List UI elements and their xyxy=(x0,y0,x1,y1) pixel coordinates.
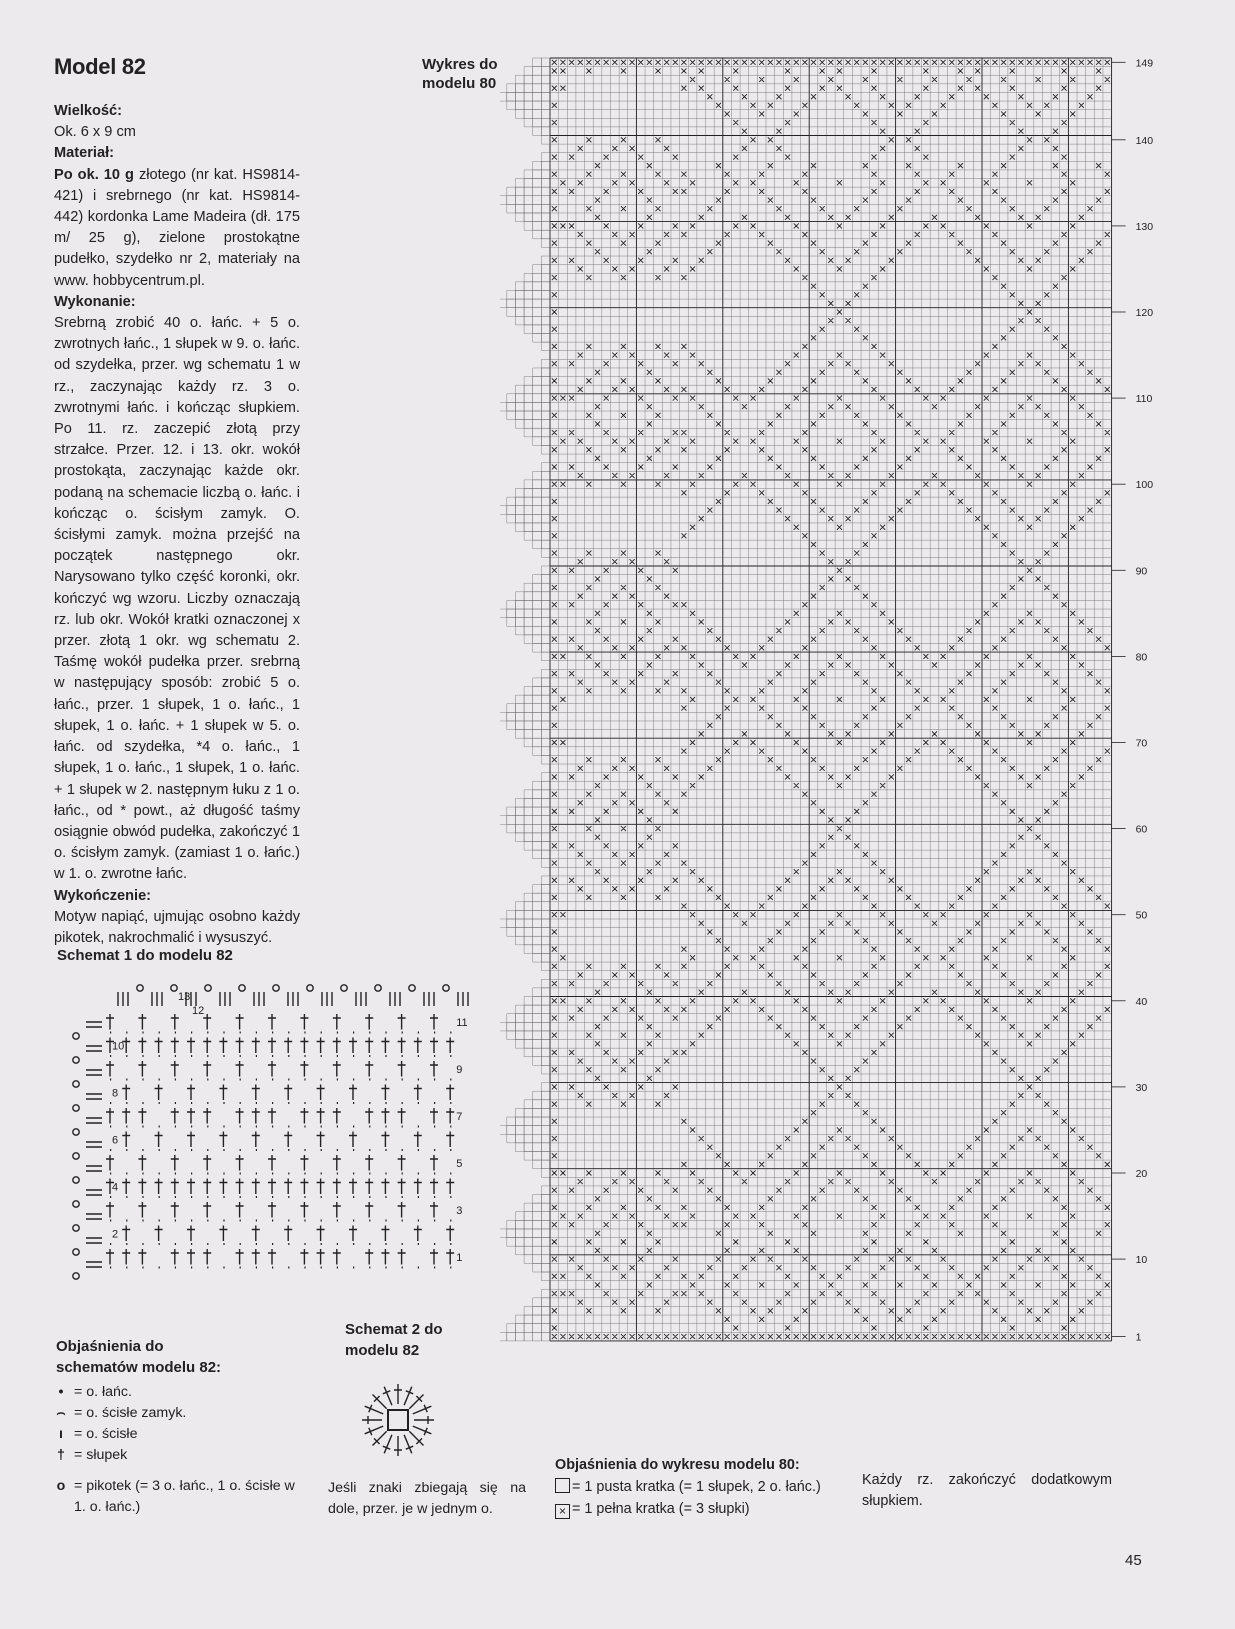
picot-mark xyxy=(307,985,313,991)
legend82-text: = słupek xyxy=(74,1447,128,1463)
row-label: 60 xyxy=(1135,823,1148,836)
legend80-empty-text: = 1 pusta kratka (= 1 słupek, 2 o. łańc.) xyxy=(572,1479,821,1495)
round-number: 13 xyxy=(178,991,191,1003)
row-label: 80 xyxy=(1135,651,1148,664)
row-label: 140 xyxy=(1135,134,1154,147)
center-square xyxy=(388,1410,408,1430)
work-heading: Wykonanie: xyxy=(54,293,136,310)
legend82-title-line2: schematów modelu 82: xyxy=(56,1359,222,1376)
page-title: Model 82 xyxy=(54,54,146,79)
legend80-full-text: = 1 pełna kratka (= 3 słupki) xyxy=(572,1501,750,1517)
row-label: 50 xyxy=(1135,909,1148,922)
filet-chart xyxy=(500,50,1200,1400)
picot-mark xyxy=(73,1129,79,1135)
row-label: 90 xyxy=(1135,565,1148,578)
row-label: 130 xyxy=(1135,220,1154,233)
row-label: 100 xyxy=(1135,479,1154,492)
row-label: 120 xyxy=(1135,306,1154,319)
row-label: 30 xyxy=(1135,1081,1148,1094)
schemat1-diagram xyxy=(58,972,470,1302)
legend82-item xyxy=(54,1382,304,1403)
row-number: 6 xyxy=(112,1134,119,1147)
legend80-empty xyxy=(555,1476,821,1498)
picot-mark xyxy=(73,1153,79,1159)
radiating-stitches xyxy=(362,1384,434,1456)
page-number: 45 xyxy=(1125,1552,1142,1569)
chart-title-line1: Wykres do xyxy=(422,56,498,73)
filled-cell-icon: × xyxy=(555,1504,570,1519)
picot-mark xyxy=(375,985,381,991)
material-heading: Materiał: xyxy=(54,145,115,162)
row-label: 20 xyxy=(1135,1167,1148,1180)
legend80 xyxy=(555,1454,821,1520)
legend82-item xyxy=(54,1403,304,1424)
row-label: 1 xyxy=(1135,1331,1142,1344)
picot-mark xyxy=(73,1177,79,1183)
schemat2-title xyxy=(345,1319,443,1361)
picot-mark xyxy=(273,985,279,991)
row-number: 9 xyxy=(456,1064,463,1076)
row-number: 10 xyxy=(112,1040,125,1053)
picot-mark xyxy=(73,1105,79,1111)
stitch-marks xyxy=(106,1014,454,1265)
schemat2-note: Jeśli znaki zbiegają się na dole, przer. je w jednym o. xyxy=(328,1480,526,1517)
round-number: 12 xyxy=(192,1005,205,1017)
schemat2-title-line2: modelu 82 xyxy=(345,1342,420,1359)
picot-mark xyxy=(443,985,449,991)
finish-heading: Wykończenie: xyxy=(54,887,152,904)
row-number: 3 xyxy=(456,1205,463,1217)
legend82-title-line1: Objaśnienia do xyxy=(56,1338,164,1355)
chart-title xyxy=(422,55,498,93)
material-details: złotego (nr kat. HS9814-421) i srebrnego (nr kat. HS9814-442) kordonka Lame Madeira (dł. 175 m/ 25 g), zielone prostokątne pudełko, szydełko nr 2, materiały na www. hobbycentrum.pl. xyxy=(54,166,301,289)
row-label: 10 xyxy=(1135,1254,1148,1267)
row-number: 2 xyxy=(112,1228,119,1241)
row-end-note: Każdy rz. zakończyć dodatkowym słupkiem. xyxy=(862,1472,1112,1509)
legend82-title xyxy=(56,1336,221,1378)
picot-mark xyxy=(205,985,211,991)
size-heading: Wielkość: xyxy=(54,103,122,119)
legend82-item xyxy=(54,1476,304,1518)
legend82-item xyxy=(54,1424,304,1445)
material-amount: Po ok. 10 g xyxy=(54,166,134,183)
slip-stitch-symbol: ⌢ xyxy=(56,1405,66,1421)
picot-mark xyxy=(73,1081,79,1087)
legend82-text: = pikotek (= 3 o. łańc., 1 o. ścisłe w 1. o. łańc.) xyxy=(74,1478,295,1515)
legend82-text: = o. ścisłe zamyk. xyxy=(74,1405,187,1421)
single-crochet-symbol: ı xyxy=(59,1426,63,1442)
picot-mark xyxy=(73,1033,79,1039)
picot-mark xyxy=(73,1057,79,1063)
legend82-item xyxy=(54,1445,304,1466)
schemat2-diagram xyxy=(352,1375,444,1465)
row-number: 5 xyxy=(456,1158,463,1170)
finish-text: Motyw napiąć, ujmując osobno każdy pikotek, nakrochmalić i wysuszyć. xyxy=(54,908,300,946)
row-number: 7 xyxy=(456,1111,463,1123)
schemat1-title: Schemat 1 do modelu 82 xyxy=(57,947,233,964)
chart-filled-cells xyxy=(552,60,1110,1339)
row-label: 149 xyxy=(1135,57,1154,70)
chain-dots xyxy=(110,1033,451,1268)
picot-mark xyxy=(239,985,245,991)
picot-mark xyxy=(409,985,415,991)
chart-grid xyxy=(500,58,1112,1341)
row-number: 8 xyxy=(112,1087,119,1100)
picot-mark xyxy=(341,985,347,991)
legend82-list xyxy=(54,1382,304,1518)
size-text: Ok. 6 x 9 cm xyxy=(54,124,136,141)
row-number: 11 xyxy=(456,1017,468,1029)
instructions-column xyxy=(54,101,300,949)
chart-major-lines xyxy=(550,58,1112,1341)
row-label: 110 xyxy=(1135,393,1153,406)
legend80-full xyxy=(555,1498,821,1520)
row-number: 1 xyxy=(456,1252,463,1264)
picot-symbol: o xyxy=(56,1478,66,1494)
picot-mark xyxy=(73,1225,79,1231)
chart-scallop-edge xyxy=(500,58,550,1341)
chart-row-labels xyxy=(1112,57,1154,1343)
double-crochet-symbol: † xyxy=(57,1447,65,1463)
picot-mark xyxy=(73,1201,79,1207)
legend82-text: = o. ścisłe xyxy=(74,1426,138,1442)
legend80-title: Objaśnienia do wykresu modelu 80: xyxy=(555,1457,800,1473)
picot-mark xyxy=(73,1249,79,1255)
row-number: 4 xyxy=(112,1181,119,1194)
empty-cell-icon xyxy=(555,1478,570,1493)
chain-symbol: • xyxy=(58,1384,64,1400)
picot-mark xyxy=(171,985,177,991)
schemat2-title-line1: Schemat 2 do xyxy=(345,1321,443,1338)
legend82-text: = o. łańc. xyxy=(74,1384,132,1400)
material-text xyxy=(54,165,300,292)
row-label: 40 xyxy=(1135,995,1148,1008)
picot-mark xyxy=(73,1273,79,1279)
chart-x-marks xyxy=(552,60,1110,1339)
row-label: 70 xyxy=(1135,737,1148,750)
chart-grid-lines xyxy=(550,58,1112,1341)
chart-title-line2: modelu 80 xyxy=(422,75,497,92)
picot-mark xyxy=(137,985,143,991)
work-text: Srebrną zrobić 40 o. łańc. + 5 o. zwrotnych łańc., 1 słupek w 9. o. łańc. od szydełka, przer. wg schematu 1 w rz., zaczynając każdy rz. 3 o. zwrotnymi łańc. i kończąc słupkiem. Po 11. rz. zaczepić złotą przy strzałce. Przer. 12. i 13. okr. wokół prostokąta, zaczynając każde okr. podaną na schemacie liczbą o. łańc. i kończąc o. ścisłym zamyk. O. ścisłymi zamyk. można przejść na początek następnego okr. Narysowano tylko część koronki, okr. kończyć wg wzoru. Liczby oznaczają rz. lub okr. Wokół kratki oznaczonej x przer. złotą 1 okr. wg schematu 2. Taśmę wokół pudełka przer. srebrną w następujący sposób: zrobić 5 o. łańc., przer. 1 słupek, 1 o. łańc., 1 słupek, 1 o. łańc. + 1 słupek w 5. o. łańc. od szydełka, *4 o. łańc., 1 słupek, 1 o. łańc., 1 słupek, 1 o. łańc. + 1 słupek w 2. następnym łuku z 1 o. łańc., od * powt., aż długość taśmy osiągnie obwód pudełka, zakończyć 1 o. ścisłym zamyk. (zamiast 1 o. łańc.) w 1. o. zwrotne łańc. xyxy=(54,315,300,883)
